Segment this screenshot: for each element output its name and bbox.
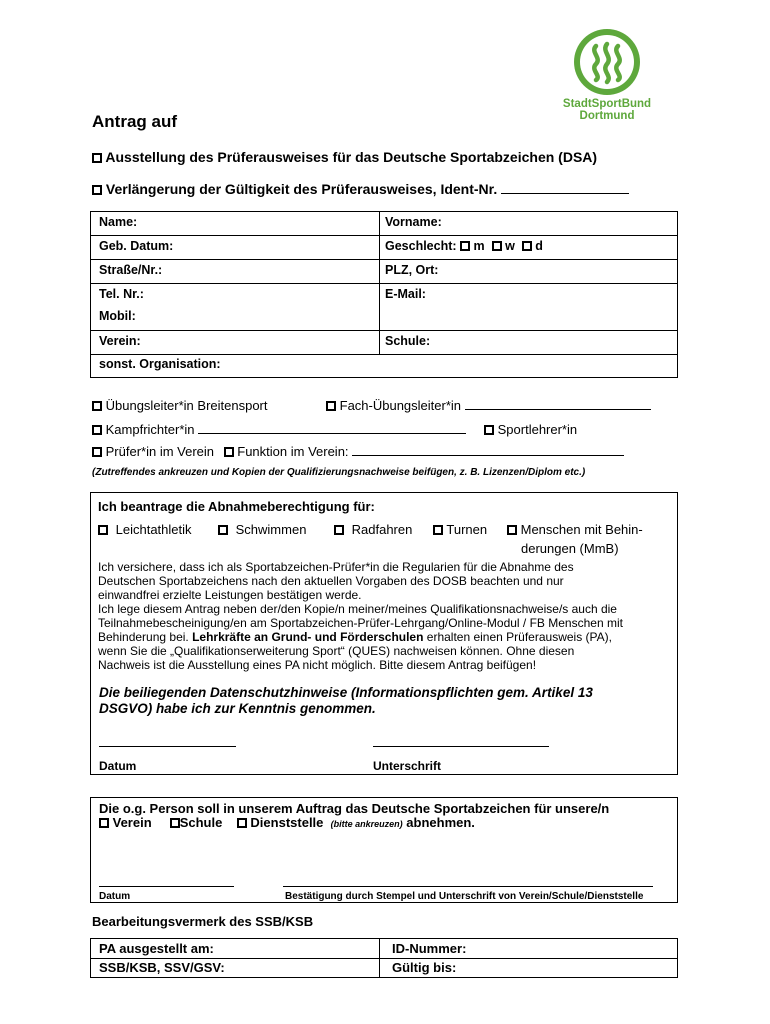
kampfrichter-field[interactable] [198,422,466,434]
verein-field[interactable]: Verein: [99,334,141,348]
request-signature-label: Unterschrift [373,759,442,773]
org-schule-label: Schule [179,815,223,830]
discipline-leichtathletik [98,522,192,537]
org-date-label: Datum [99,891,131,902]
funktion-verein-field[interactable] [352,444,624,456]
schule-field[interactable]: Schule: [385,334,431,348]
logo-text-line1: StadtSportBund [562,98,652,110]
qual-uebungsleiter-label: Übungsleiter*in Breitensport [105,398,268,413]
attachment-line-2: Teilnahmebescheinigung/en am Sportabzeichen-Prüfer-Lehrgang/Online-Modul / FB Menschen mit [98,616,623,630]
checkbox-uebungsleiter[interactable] [92,401,102,411]
attachment-line-3a: Behinderung bei. [98,630,193,644]
discipline-radfahren-label: Radfahren [351,522,413,537]
checkbox-gender-w[interactable] [492,241,502,251]
org-options [99,815,475,830]
gender-w-label: w [505,239,515,253]
qual-pruefer-verein-label: Prüfer*in im Verein [105,444,215,459]
request-heading: Ich beantrage die Abnahmeberechtigung für: [98,499,375,514]
qual-kampfrichter-label: Kampfrichter*in [105,422,195,437]
tel-field[interactable]: Tel. Nr.: [99,287,144,301]
attachment-line-4: wenn Sie die „Qualifikationserweiterung Sport“ (QUES) nachweisen können. Ohne diesen [98,644,575,658]
checkbox-org-dienststelle[interactable] [237,818,247,828]
checkbox-pruefer-verein[interactable] [92,447,102,457]
qual-fach-uebungsleiter [326,398,651,413]
gender-m-label: m [473,239,485,253]
checkbox-extend[interactable] [92,185,102,195]
privacy-line-2: DSGVO) habe ich zur Kenntnis genommen. [99,701,376,716]
discipline-mmb-label: Menschen mit Behin- [520,522,643,537]
org-signature-field[interactable] [283,886,653,887]
logo-text-line2: Dortmund [579,110,635,122]
checkbox-kampfrichter[interactable] [92,425,102,435]
checkbox-turnen[interactable] [433,525,443,535]
option-issue [92,149,597,165]
discipline-schwimmen-label: Schwimmen [235,522,307,537]
checkbox-sportlehrer[interactable] [484,425,494,435]
attachment-line-3c: erhalten einen Prüferausweis (PA), [423,630,612,644]
qual-sportlehrer-label: Sportlehrer*in [497,422,578,437]
discipline-radfahren [334,522,412,537]
org-hint: (bitte ankreuzen) [330,819,403,829]
option-extend [92,181,629,197]
request-box [90,492,678,775]
name-field[interactable]: Name: [99,215,138,229]
ssb-ksb-field[interactable]: SSB/KSB, SSV/GSV: [99,960,225,975]
checkbox-fach-uebungsleiter[interactable] [326,401,336,411]
geschlecht-field [385,239,543,253]
fach-uebungsleiter-field[interactable] [465,398,651,410]
gender-d-label: d [535,239,543,253]
email-field[interactable]: E-Mail: [385,287,426,301]
discipline-mmb-cont: derungen (MmB) [521,541,619,556]
checkbox-issue[interactable] [92,153,102,163]
id-nummer-field[interactable]: ID-Nummer: [392,941,467,956]
checkbox-mmb[interactable] [507,525,517,535]
plz-ort-field[interactable]: PLZ, Ort: [385,263,439,277]
attachment-line-3 [98,630,612,644]
qual-sportlehrer [484,422,577,437]
org-signature-label: Bestätigung durch Stempel und Unterschrift von Verein/Schule/Dienststelle [285,891,644,902]
checkbox-schwimmen[interactable] [218,525,228,535]
mobil-field[interactable]: Mobil: [99,309,136,323]
option-issue-label: Ausstellung des Prüferausweises für das Deutsche Sportabzeichen (DSA) [105,149,598,165]
vorname-field[interactable]: Vorname: [385,215,442,229]
personal-data-table [90,211,678,378]
request-date-label: Datum [99,759,137,773]
ssb-logo [546,24,668,122]
attachment-line-5: Nachweis ist die Ausstellung eines PA nicht möglich. Bitte diesem Antrag beifügen! [98,658,537,672]
checkbox-gender-m[interactable] [460,241,470,251]
ident-nr-field[interactable] [501,181,629,194]
qual-funktion-verein-label: Funktion im Verein: [237,444,349,459]
qualification-note: (Zutreffendes ankreuzen und Kopien der Qualifizierungsnachweise beifügen, z. B. Lizenzen/Diplom etc.) [92,467,586,478]
request-date-field[interactable] [99,746,236,747]
qual-uebungsleiter [92,398,268,413]
request-signature-field[interactable] [373,746,549,747]
qual-fach-uebungsleiter-label: Fach-Übungsleiter*in [339,398,462,413]
attachment-line-1: Ich lege diesem Antrag neben der/den Kopie/n meiner/meines Qualifikationsnachweise/s auch die [98,602,617,616]
checkbox-funktion-verein[interactable] [224,447,234,457]
privacy-line-1: Die beiliegenden Datenschutzhinweise (Informationspflichten gem. Artikel 13 [99,685,593,700]
checkbox-radfahren[interactable] [334,525,344,535]
discipline-schwimmen [218,522,306,537]
discipline-leichtathletik-label: Leichtathletik [115,522,192,537]
assurance-line-2: Deutschen Sportabzeichens nach den aktuellen Vorgaben des DOSB beachten und nur [98,574,564,588]
gueltig-bis-field[interactable]: Gültig bis: [392,960,457,975]
org-date-field[interactable] [99,886,234,887]
page-title: Antrag auf [92,112,177,131]
checkbox-org-schule[interactable] [170,818,180,828]
organization-box [90,797,678,903]
checkbox-org-verein[interactable] [99,818,109,828]
option-extend-label: Verlängerung der Gültigkeit des Prüferausweises, Ident-Nr. [105,181,498,197]
discipline-turnen [433,522,487,537]
org-verein-label: Verein [112,815,152,830]
bearbeitung-table [90,938,678,978]
bearbeitung-heading: Bearbeitungsvermerk des SSB/KSB [92,914,314,929]
geschlecht-label: Geschlecht: [385,239,457,253]
assurance-line-3: einwandfrei erzielte Leistungen bestätigen werde. [98,588,362,602]
org-heading: Die o.g. Person soll in unserem Auftrag das Deutsche Sportabzeichen für unsere/n [99,801,610,816]
checkbox-gender-d[interactable] [522,241,532,251]
discipline-mmb [507,522,643,537]
strasse-field[interactable]: Straße/Nr.: [99,263,163,277]
pa-ausgestellt-field[interactable]: PA ausgestellt am: [99,941,214,956]
attachment-line-3b: Lehrkräfte an Grund- und Förderschulen [192,630,424,644]
geb-datum-field[interactable]: Geb. Datum: [99,239,174,253]
sonst-org-field[interactable]: sonst. Organisation: [99,357,221,371]
discipline-turnen-label: Turnen [446,522,488,537]
assurance-line-1: Ich versichere, dass ich als Sportabzeichen-Prüfer*in die Regularien für die Abnahme des [98,560,574,574]
checkbox-leichtathletik[interactable] [98,525,108,535]
org-abnehmen: abnehmen. [406,815,475,830]
qual-pruefer-verein [92,444,624,459]
qual-kampfrichter [92,422,466,437]
org-dienststelle-label: Dienststelle [250,815,324,830]
